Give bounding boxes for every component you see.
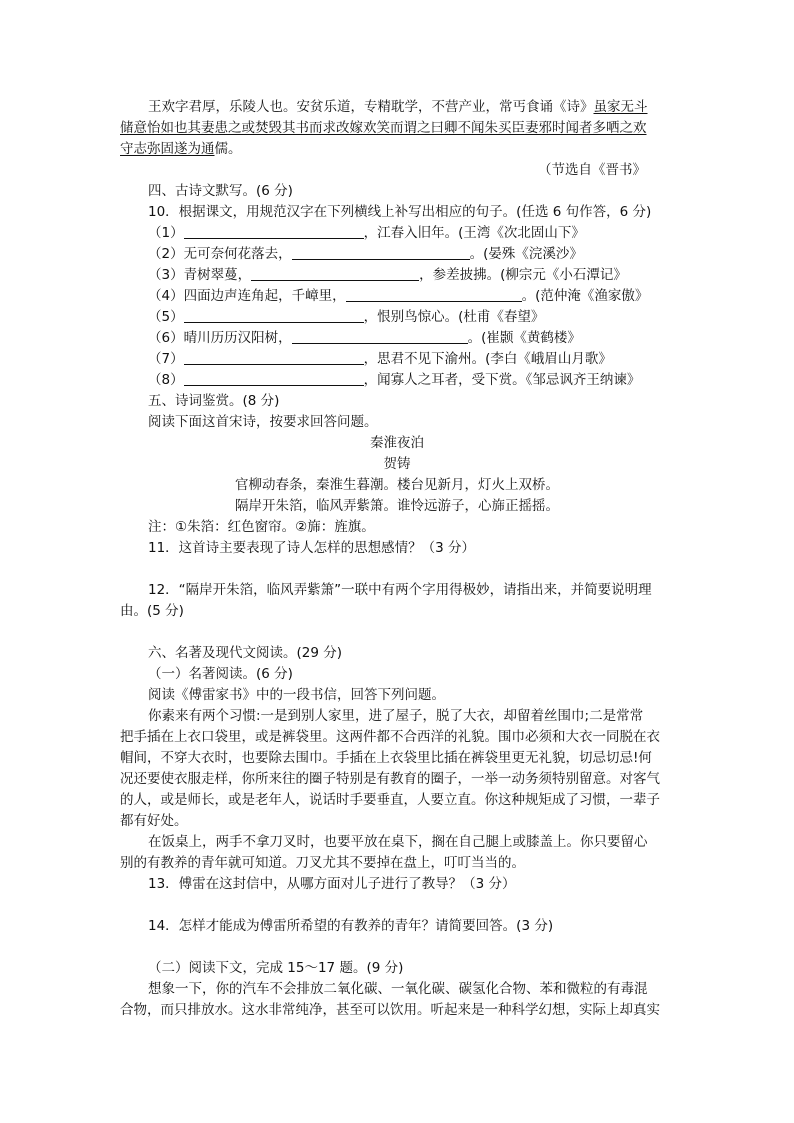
poem-line-2: 隔岸开朱箔，临风弄紫箫。谁怜远游子，心旆正摇摇。 (235, 498, 559, 514)
letter-para-1-line-5: 的人，或是师长，或是老年人，说话时手要垂直，人要立直。你这种规矩成了习惯，一辈子 (120, 792, 660, 808)
dictation-item-8: （8） ，闻寡人之耳者，受下赏。《邹忌讽齐王纳谏》 (148, 372, 641, 388)
section-6-title: 六、名著及现代文阅读。(29 分) (148, 645, 343, 661)
question-11: 11．这首诗主要表现了诗人怎样的思想感情？（3 分） (148, 540, 476, 556)
letter-para-2-line-1: 在饭桌上，两手不拿刀叉时，也要平放在桌下，搁在自己腿上或膝盖上。你只要留心 (148, 834, 648, 850)
subsection-1-intro: 阅读《傅雷家书》中的一段书信，回答下列问题。 (148, 687, 445, 703)
dictation-item-2: （2）无可奈何花落去， 。(晏殊《浣溪沙》 (148, 246, 583, 262)
letter-para-2-line-2: 别的有教养的青年就可知道。刀叉尤其不要掉在盘上，叮叮当当的。 (120, 855, 525, 871)
dictation-item-6: （6）晴川历历汉阳树， 。(崔颢《黄鹤楼》 (148, 330, 581, 346)
poem-line-1: 官柳动春条，秦淮生暮潮。楼台见新月，灯火上双桥。 (235, 477, 559, 493)
letter-para-1-line-2: 把手插在上衣口袋里，或是裤袋里。这两件都不合西洋的礼貌。围巾必须和大衣一同脱在衣 (120, 729, 660, 745)
passage-line-1: 王欢字君厚，乐陵人也。安贫乐道，专精耽学，不营产业，常丐食诵《诗》虽家无斗 (148, 99, 648, 115)
article-line-2: 合物，而只排放水。这水非常纯净，甚至可以饮用。听起来是一种科学幻想，实际上却真实 (120, 1002, 660, 1018)
question-12-line-2: 由。(5 分) (120, 603, 184, 619)
passage-source: （节选自《晋书》 (538, 162, 646, 178)
question-13: 13．傅雷在这封信中，从哪方面对儿子进行了教导？（3 分） (148, 876, 516, 892)
dictation-item-7: （7） ，思君不见下渝州。(李白《峨眉山月歌》 (148, 351, 612, 367)
article-line-1: 想象一下，你的汽车不会排放二氧化碳、一氧化碳、碳氢化合物、苯和微粒的有毒混 (148, 981, 648, 997)
dictation-item-4: （4）四面边声连角起，千嶂里， 。(范仲淹《渔家傲》 (148, 288, 649, 304)
subsection-1-title: （一）名著阅读。(6 分) (148, 666, 293, 682)
passage-line-2: 储意怡如也其妻患之或焚毁其书而求改嫁欢笑而谓之曰卿不闻朱买臣妻邪时闻者多哂之欢 (120, 120, 647, 136)
letter-para-1-line-3: 帽间，不穿大衣时，也要除去围巾。手插在上衣袋里比插在裤袋里更无礼貌，切忌切忌!何 (120, 750, 652, 766)
letter-para-1-line-4: 况还要使衣服走样，你所来往的圈子特别是有教育的圈子，一举一动务须特别留意。对客气 (120, 771, 660, 787)
section-4-title: 四、古诗文默写。(6 分) (148, 183, 293, 199)
section-5-intro: 阅读下面这首宋诗，按要求回答问题。 (148, 414, 378, 430)
section-5-title: 五、诗词鉴赏。(8 分) (148, 393, 280, 409)
letter-para-1-line-6: 都有好处。 (120, 813, 188, 829)
dictation-item-5: （5） ，恨别鸟惊心。(杜甫《春望》 (148, 309, 545, 325)
dictation-item-3: （3）青树翠蔓， ，参差披拂。(柳宗元《小石潭记》 (148, 267, 627, 283)
question-14: 14．怎样才能成为傅雷所希望的有教养的青年？请简要回答。(3 分) (148, 918, 554, 934)
dictation-item-1: （1） ，江春入旧年。(王湾《次北固山下》 (148, 225, 585, 241)
poem-note: 注：①朱箔：红色窗帘。②旆：旌旗。 (148, 519, 375, 535)
question-10: 10．根据课文，用规范汉字在下列横线上补写出相应的句子。(任选 6 句作答，6 分) (148, 204, 652, 220)
subsection-2-title: （二）阅读下文，完成 15～17 题。(9 分) (148, 960, 404, 976)
poem-title: 秦淮夜泊 (370, 435, 424, 451)
passage-line-3: 守志弥固遂为通儒。 (120, 141, 242, 157)
letter-para-1-line-1: 你素来有两个习惯:一是到别人家里，进了屋子，脱了大衣，却留着丝围巾;二是常常 (148, 708, 644, 724)
question-12-line-1: 12．“隔岸开朱箔，临风弄紫箫”一联中有两个字用得极妙，请指出来，并简要说明理 (148, 582, 652, 598)
poem-author: 贺铸 (383, 456, 411, 472)
